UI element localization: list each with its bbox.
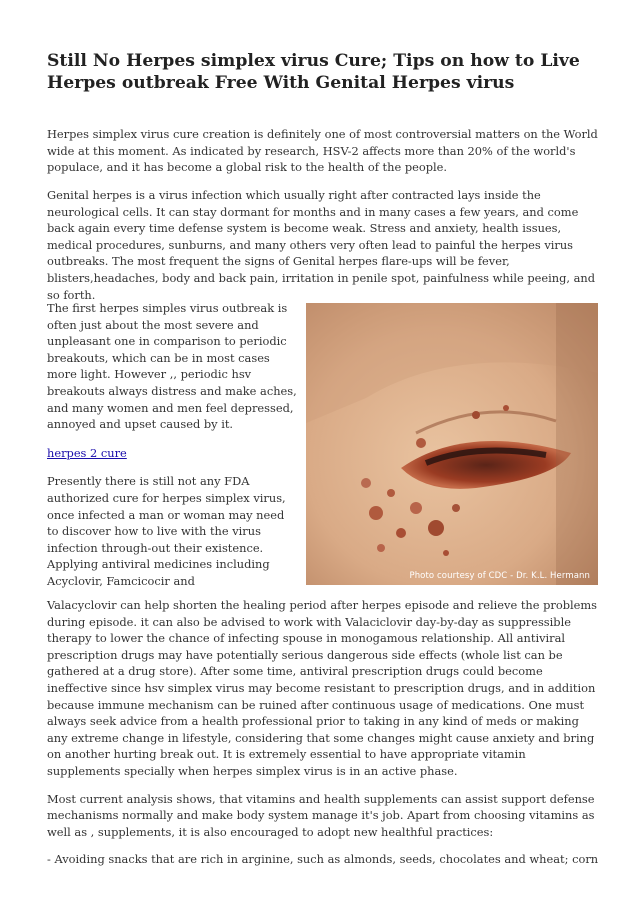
vitamins-paragraph: Most current analysis shows, that vitamins and health supplements can assist support defense mechanisms normally and make body system manage it's job. Apart from choosing vitamins as well as , supplements, it is also encouraged to adopt new healthful practices: [47,791,595,839]
continued-text [47,597,600,879]
symptoms-paragraph: Genital herpes is a virus infection which usually right after contracted lays inside the neurological cells. It can stay dormant for months and in many cases a few years, and come back again every time defense system is become weak. Stress and anxiety, health issues, medical procedures, sunburns, and many others very often lead to painful the herpes virus outbreaks. The most frequent the signs of Genital herpes flare-ups will be fever, blisters,headaches, body and back pain, irritation in penile spot, painfulness while peeing, and so forth. [47,188,596,302]
page-title: Still No Herpes simplex virus Cure; Tips on how to Live Herpes outbreak Free With Genital Herpes virus [47,51,580,93]
first-outbreak-paragraph: The first herpes simples virus outbreak is often just about the most severe and unpleasant one in comparison to periodic breakouts, which can be in most cases more light. However ,, periodic hsv breakouts always distress and make aches, and many women and men feel depressed, annoyed and upset caused by it. [47,301,297,432]
photo-caption: Photo courtesy of CDC - Dr. K.L. Hermann [409,571,590,581]
left-column [47,300,299,590]
list-item-arginine: - Avoiding snacks that are rich in arginine, such as almonds, seeds, chocolates and wheat; corn [47,852,599,867]
photo-illustration [306,303,598,585]
fda-paragraph-start: Presently there is still not any FDA authorized cure for herpes simplex virus, once infected a man or woman may need to discover how to live with the virus infection through-out their existence. Applying antiviral medicines including Acyclovir, Famcicocir and [47,474,286,588]
herpes-cure-link[interactable]: herpes 2 cure [47,445,127,460]
fda-paragraph-continued: Valacyclovir can help shorten the healing period after herpes episode and relieve the problems during episode. it can also be advised to work with Valaciclovir day-by-day as suppressible therapy to lower the chance of infecting spouse in monogamous relationship. All antiviral prescription drugs may have potentially serious dangerous side effects (whole list can be gathered at a drug store). After some time, antiviral prescription drugs could become ineffective since hsv simplex virus may become resistant to prescription drugs, and in addition because immune mechanism can be ruined after continuous usage of medications. One must always seek advice from a health professional prior to taking in any kind of meds or making any extreme change in lifestyle, considering that some changes might cause anxiety and bring on another hurting break out. It is extremely essential to have appropriate vitamin supplements specially when herpes simplex virus is in an active phase. [47,598,598,778]
intro-paragraph: Herpes simplex virus cure creation is definitely one of most controversial matters on the World wide at this moment. As indicated by research, HSV-2 affects more than 20% of the world's populace, and it has become a global risk to the health of the people. [47,127,598,175]
herpes-eye-photo [306,303,598,585]
